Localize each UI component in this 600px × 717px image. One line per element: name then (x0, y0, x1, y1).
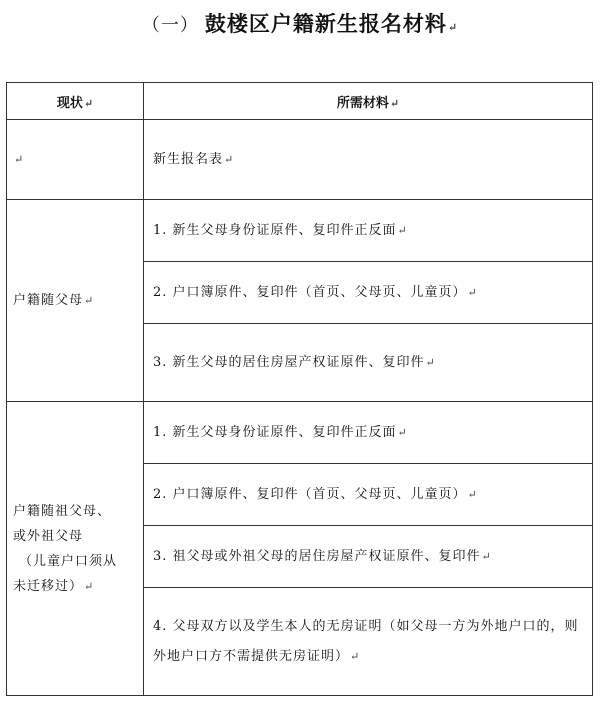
status-cell-empty (7, 120, 144, 200)
paragraph-mark-icon: ↵ (467, 285, 478, 299)
paragraph-mark-icon: ↵ (447, 21, 459, 34)
table-row (7, 402, 593, 464)
title-text: 鼓楼区户籍新生报名材料 (204, 11, 447, 36)
material-cell: 1. 新生父母身份证原件、复印件正反面↵ (144, 402, 593, 464)
table-row (7, 120, 593, 200)
paragraph-mark-icon: ↵ (467, 487, 478, 501)
paragraph-mark-icon: ↵ (350, 649, 361, 663)
header-status: 现状↵ (7, 83, 144, 120)
paragraph-mark-icon: ↵ (14, 153, 25, 166)
material-cell: 3. 新生父母的居住房屋产权证原件、复印件↵ (144, 324, 593, 402)
paragraph-mark-icon: ↵ (397, 425, 408, 439)
paragraph-mark-icon: ↵ (425, 355, 436, 369)
title-prefix: （一） (141, 15, 199, 36)
material-cell: 新生报名表↵ (144, 120, 593, 200)
paragraph-mark-icon: ↵ (481, 549, 492, 563)
paragraph-mark-icon: ↵ (389, 96, 400, 110)
material-cell: 1. 新生父母身份证原件、复印件正反面↵ (144, 200, 593, 262)
material-cell: 4. 父母双方以及学生本人的无房证明（如父母一方为外地户口的，则外地户口方不需提供无房证明）↵ (144, 588, 593, 696)
header-materials: 所需材料↵ (144, 83, 593, 120)
materials-table (6, 82, 593, 696)
paragraph-mark-icon: ↵ (83, 96, 94, 110)
table-row (7, 200, 593, 262)
paragraph-mark-icon: ↵ (84, 579, 95, 593)
status-cell: 户籍随祖父母、 或外祖父母 （儿童户口须从 未迁移过）↵ (7, 402, 144, 696)
paragraph-mark-icon: ↵ (84, 294, 95, 307)
material-cell: 2. 户口簿原件、复印件（首页、父母页、儿童页）↵ (144, 262, 593, 324)
page-title (0, 8, 600, 38)
material-cell: 2. 户口簿原件、复印件（首页、父母页、儿童页）↵ (144, 464, 593, 526)
material-cell: 3. 祖父母或外祖父母的居住房屋产权证原件、复印件↵ (144, 526, 593, 588)
paragraph-mark-icon: ↵ (397, 223, 408, 237)
paragraph-mark-icon: ↵ (224, 152, 235, 166)
table-header-row (7, 83, 593, 120)
status-cell: 户籍随父母↵ (7, 200, 144, 402)
